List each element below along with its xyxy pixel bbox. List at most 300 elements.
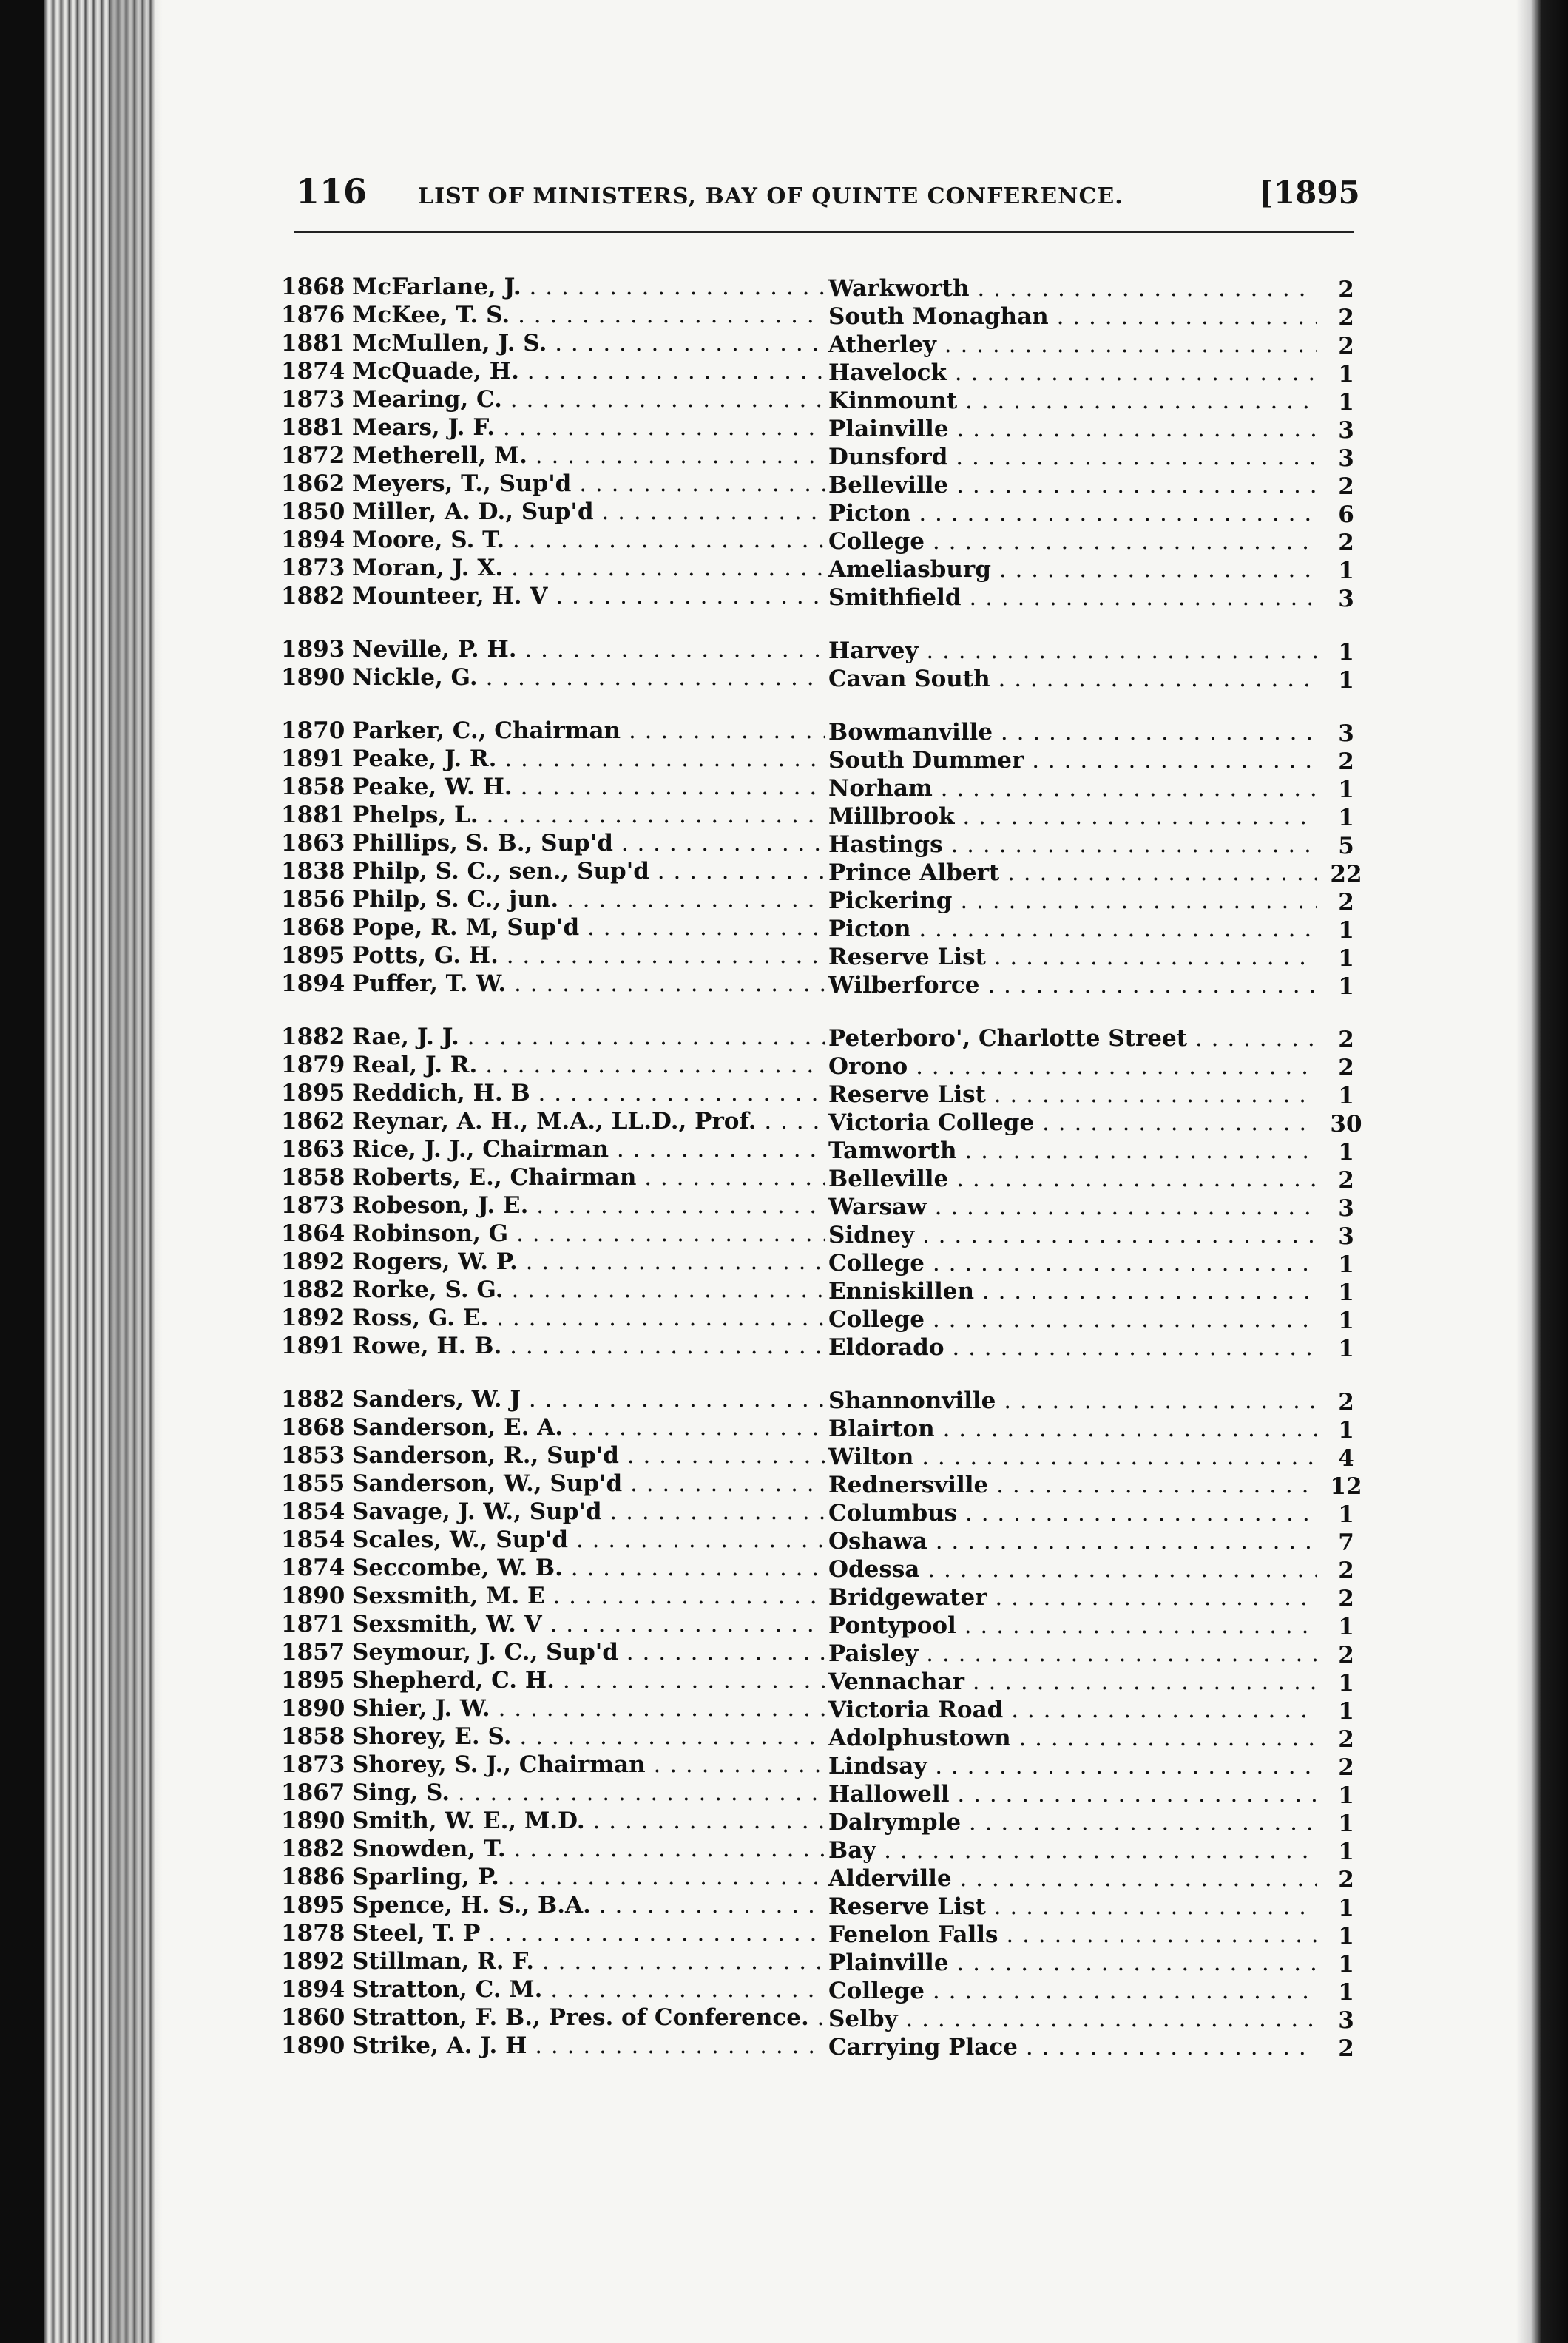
entry-name: Rorke, S. G. . . . [352,1277,825,1303]
entry-station: Warkworth . . . [828,275,1317,302]
entry-station: Shannonville . . . [828,1387,1317,1414]
entry-station-cell [828,638,1317,664]
entry-name-cell [352,442,825,469]
entry-station: College . . . [828,1978,1317,2004]
entry-name-cell [352,330,825,356]
entry-year: 1862 [281,1108,345,1135]
entry-name: Shorey, E. S. . . . [352,1723,825,1750]
entry-station: Bridgewater . . . [828,1584,1317,1611]
entry-name: Stratton, C. M. . . . [352,1976,825,2003]
entry-station-cell [828,1109,1317,1136]
entry-year: 1874 [281,358,345,385]
entry-station: Smithfield . . . [828,584,1317,611]
minister-entry [281,330,1361,358]
entry-year: 1872 [281,442,345,469]
minister-entry [281,1024,1361,1052]
entry-year: 1890 [281,2032,345,2059]
minister-entry [281,1695,1361,1723]
entry-station: Tamworth . . . [828,1137,1317,1164]
entry-year: 1855 [281,1470,345,1497]
entry-name-cell [352,774,825,800]
entry-year: 1874 [281,1555,345,1581]
entry-station-cell [828,1025,1317,1052]
entry-station: Carrying Place . . . [828,2034,1317,2060]
entry-name: Puffer, T. W. . . . [352,970,825,997]
page-header [296,172,1361,223]
entry-name: Sanderson, R., Sup'd . . . [352,1442,825,1469]
entry-station-cell [828,1921,1317,1948]
entry-station-cell [828,1893,1317,1920]
minister-entry [281,1723,1361,1751]
entry-name-cell [352,1386,825,1413]
entry-year: 1890 [281,1695,345,1722]
entry-station-cell [828,859,1317,886]
entry-name-cell [352,717,825,744]
entry-name-cell [352,358,825,385]
minister-entry [281,1305,1361,1333]
entry-years-count: 1 [1338,1501,1354,1528]
entry-station: South Dummer . . . [828,747,1317,774]
entry-year: 1890 [281,1583,345,1609]
entry-years-count: 1 [1338,639,1354,666]
entry-station: Blairton . . . [828,1416,1317,1442]
entry-station: Rednersville . . . [828,1472,1317,1498]
entry-year: 1878 [281,1920,345,1947]
entry-station-cell [828,528,1317,555]
entry-name-cell [352,1667,825,1694]
entry-year: 1882 [281,1277,345,1303]
page-number: 116 [296,172,368,212]
entry-year: 1857 [281,1639,345,1666]
entry-name-cell [352,1442,825,1469]
entry-station: Norham . . . [828,775,1317,802]
entry-station-cell [828,1166,1317,1192]
entry-year: 1890 [281,664,345,691]
entry-year: 1882 [281,1024,345,1050]
minister-entry [281,1751,1361,1779]
entry-station: Picton . . . [828,916,1317,942]
entry-name: Metherell, M. . . . [352,442,825,469]
entry-years-count: 5 [1338,833,1354,859]
entry-station-cell [828,1387,1317,1414]
entry-station-cell [828,803,1317,830]
entry-years-count: 2 [1338,889,1354,916]
minister-entry [281,442,1361,470]
entry-station: Alderville . . . [828,1865,1317,1892]
minister-entry [281,746,1361,774]
entry-name: Rice, J. J., Chairman . . . [352,1136,825,1163]
entry-name: Smith, W. E., M.D. . . . [352,1808,825,1834]
minister-entry [281,970,1361,998]
entry-year: 1894 [281,527,345,553]
entry-name: Steel, T. P . . . [352,1920,825,1947]
entry-year: 1863 [281,830,345,856]
entry-name-cell [352,802,825,828]
entry-year: 1873 [281,1751,345,1778]
entry-name-cell [352,386,825,413]
entry-years-count: 1 [1338,1923,1354,1950]
entry-year: 1858 [281,774,345,800]
entry-year: 1891 [281,746,345,772]
entry-station: Wilberforce . . . [828,972,1317,998]
entry-name: Real, J. R. . . . [352,1052,825,1078]
entry-name-cell [352,2032,825,2059]
entry-name: Spence, H. S., B.A. . . . [352,1892,825,1918]
entry-station-cell [828,1725,1317,1751]
entry-name-cell [352,1414,825,1441]
entry-station-cell [828,416,1317,442]
entry-station-cell [828,1472,1317,1498]
entry-years-count: 7 [1338,1529,1354,1556]
entry-station-cell [828,1753,1317,1779]
entry-station-cell [828,1306,1317,1333]
minister-entry [281,1192,1361,1220]
entry-station-cell [828,1556,1317,1583]
entry-years-count: 2 [1338,1167,1354,1194]
entry-station-cell [828,1950,1317,1976]
entry-name: Reynar, A. H., M.A., LL.D., Prof. . . . [352,1108,825,1135]
minister-entry [281,414,1361,442]
entry-name-cell [352,1611,825,1637]
entry-station-cell [828,1250,1317,1277]
entry-years-count: 1 [1338,1698,1354,1725]
entry-name: Philp, S. C., jun. . . . [352,886,825,913]
entry-name: McFarlane, J. . . . [352,274,825,300]
entry-name: Potts, G. H. . . . [352,942,825,969]
minister-entry [281,1526,1361,1555]
entry-station-cell [828,775,1317,802]
minister-entry [281,302,1361,330]
entry-years-count: 1 [1338,1139,1354,1166]
entry-year: 1893 [281,636,345,663]
entry-name: Mounteer, H. V . . . [352,583,825,609]
minister-entry [281,717,1361,746]
minister-entry [281,1108,1361,1136]
minister-entry [281,1667,1361,1695]
entry-name-cell [352,1723,825,1750]
entry-year: 1882 [281,1386,345,1413]
entry-year: 1838 [281,858,345,885]
entry-name-cell [352,583,825,609]
entry-station: Warsaw . . . [828,1194,1317,1220]
entry-year: 1892 [281,1305,345,1331]
minister-entry [281,1808,1361,1836]
entry-name: Seymour, J. C., Sup'd . . . [352,1639,825,1666]
entry-years-count: 3 [1338,1195,1354,1222]
entry-years-count: 1 [1338,361,1354,388]
entry-name: Stratton, F. B., Pres. of Conference. . . . [352,2004,825,2031]
minister-entry [281,1136,1361,1164]
entry-station: Ameliasburg . . . [828,556,1317,583]
entry-year: 1895 [281,942,345,969]
entry-name: Meyers, T., Sup'd . . . [352,470,825,497]
minister-entry [281,942,1361,970]
entry-years-count: 1 [1338,1251,1354,1278]
entry-name-cell [352,1976,825,2003]
entry-name: Savage, J. W., Sup'd . . . [352,1498,825,1525]
entry-year: 1850 [281,498,345,525]
entry-years-count: 1 [1338,1417,1354,1444]
entry-years-count: 4 [1338,1445,1354,1472]
entry-station-cell [828,888,1317,914]
entry-name: Snowden, T. . . . [352,1836,825,1862]
ministers-list [281,274,1361,2060]
entry-year: 1870 [281,717,345,744]
entry-years-count: 2 [1338,1586,1354,1612]
entry-station-cell [828,666,1317,692]
entry-station: Plainville . . . [828,416,1317,442]
year-tag: [1895 [1259,175,1360,211]
entry-name: Ross, G. E. . . . [352,1305,825,1331]
entry-name: Sanderson, W., Sup'd . . . [352,1470,825,1497]
entry-name-cell [352,1948,825,1975]
entry-station-cell [828,500,1317,527]
entry-station-cell [828,1528,1317,1555]
entry-station-cell [828,1194,1317,1220]
entry-station: Eldorado . . . [828,1334,1317,1361]
entry-years-count: 2 [1338,1642,1354,1668]
entry-name-cell [352,858,825,885]
minister-entry [281,1080,1361,1108]
entry-station: Hallowell . . . [828,1781,1317,1808]
entry-name: Sanders, W. J . . . [352,1386,825,1413]
entry-name: Mearing, C. . . . [352,386,825,413]
entry-name: Strike, A. J. H . . . [352,2032,825,2059]
entry-year: 1860 [281,2004,345,2031]
minister-entry [281,1470,1361,1498]
entry-station: Dunsford . . . [828,444,1317,470]
entry-station-cell [828,1978,1317,2004]
entry-station: College . . . [828,528,1317,555]
entry-years-count: 1 [1338,945,1354,972]
entry-years-count: 1 [1338,1810,1354,1837]
entry-name: Mears, J. F. . . . [352,414,825,441]
minister-entry [281,1892,1361,1920]
minister-entry [281,1555,1361,1583]
entry-station: Victoria College . . . [828,1109,1317,1136]
entry-years-count: 1 [1338,1336,1354,1362]
entry-station: College . . . [828,1306,1317,1333]
entry-name-cell [352,1864,825,1890]
minister-entry [281,386,1361,414]
entry-station: Adolphustown . . . [828,1725,1317,1751]
entry-station-cell [828,1781,1317,1808]
entry-name-cell [352,1024,825,1050]
entry-year: 1858 [281,1164,345,1191]
entry-station-cell [828,359,1317,386]
entry-station: Bowmanville . . . [828,719,1317,746]
entry-station-cell [828,1053,1317,1080]
entry-year: 1892 [281,1948,345,1975]
entry-station: Reserve List . . . [828,944,1317,970]
entry-station-cell [828,1081,1317,1108]
entry-year: 1873 [281,386,345,413]
entry-name-cell [352,1920,825,1947]
entry-years-count: 1 [1338,1670,1354,1697]
entry-years-count: 30 [1330,1111,1362,1137]
entry-year: 1871 [281,1611,345,1637]
entry-name: Peake, W. H. . . . [352,774,825,800]
minister-entry [281,1442,1361,1470]
entry-name-cell [352,1892,825,1918]
entry-years-count: 2 [1338,1726,1354,1753]
entry-years-count: 1 [1338,1308,1354,1334]
entry-years-count: 2 [1338,530,1354,556]
entry-station: South Monaghan . . . [828,303,1317,330]
entry-year: 1854 [281,1526,345,1553]
entry-year: 1886 [281,1864,345,1890]
minister-entry [281,1220,1361,1248]
minister-entry [281,1836,1361,1864]
entry-station: Pontypool . . . [828,1612,1317,1639]
entry-name-cell [352,886,825,913]
entry-year: 1873 [281,1192,345,1219]
entry-years-count: 1 [1338,1895,1354,1921]
entry-station: Millbrook . . . [828,803,1317,830]
entry-name-cell [352,636,825,663]
entry-station: Peterboro', Charlotte Street . . . [828,1025,1317,1052]
entry-name-cell [352,1192,825,1219]
entry-years-count: 3 [1338,445,1354,472]
entry-name: Shepherd, C. H. . . . [352,1667,825,1694]
entry-name: Stillman, R. F. . . . [352,1948,825,1975]
entry-station-cell [828,584,1317,611]
minister-entry [281,358,1361,386]
entry-station-cell [828,747,1317,774]
entry-station: Prince Albert . . . [828,859,1317,886]
minister-entry [281,636,1361,664]
entry-years-count: 2 [1338,2035,1354,2062]
entry-name: Moore, S. T. . . . [352,527,825,553]
entry-name-cell [352,1108,825,1135]
minister-entry [281,1248,1361,1277]
entry-name-cell [352,2004,825,2031]
entry-year: 1882 [281,583,345,609]
entry-name-cell [352,1779,825,1806]
entry-station: Belleville . . . [828,472,1317,498]
entry-name-cell [352,302,825,328]
entry-station: Hastings . . . [828,831,1317,858]
entry-years-count: 1 [1338,805,1354,831]
entry-years-count: 3 [1338,2007,1354,2034]
entry-station-cell [828,1697,1317,1723]
entry-station: Reserve List . . . [828,1081,1317,1108]
minister-entry [281,1948,1361,1976]
minister-entry [281,1052,1361,1080]
entry-name: Parker, C., Chairman . . . [352,717,825,744]
entry-year: 1892 [281,1248,345,1275]
entry-station: Columbus . . . [828,1500,1317,1526]
entry-years-count: 1 [1338,1614,1354,1640]
entry-year: 1858 [281,1723,345,1750]
entry-station-cell [828,2034,1317,2060]
entry-station-cell [828,1837,1317,1864]
minister-entry [281,2032,1361,2060]
entry-name-cell [352,1498,825,1525]
entry-station-cell [828,1222,1317,1248]
entry-year: 1868 [281,914,345,941]
entry-years-count: 12 [1330,1473,1362,1500]
entry-name: Reddich, H. B . . . [352,1080,825,1106]
entry-station: Wilton . . . [828,1444,1317,1470]
entry-station: Enniskillen . . . [828,1278,1317,1305]
entry-years-count: 3 [1338,1223,1354,1250]
entry-name-cell [352,1136,825,1163]
entry-station-cell [828,972,1317,998]
minister-entry [281,858,1361,886]
entry-year: 1879 [281,1052,345,1078]
entry-station-cell [828,1612,1317,1639]
entry-years-count: 1 [1338,1083,1354,1109]
page-edge-shadow [111,0,163,2343]
entry-name: Neville, P. H. . . . [352,636,825,663]
entry-years-count: 1 [1338,389,1354,416]
entry-station-cell [828,1137,1317,1164]
entry-name-cell [352,527,825,553]
entry-years-count: 1 [1338,1782,1354,1809]
entry-station: Lindsay . . . [828,1753,1317,1779]
entry-years-count: 1 [1338,1839,1354,1865]
entry-year: 1856 [281,886,345,913]
entry-years-count: 2 [1338,473,1354,500]
entry-name-cell [352,1695,825,1722]
minister-entry [281,802,1361,830]
minister-entry [281,1277,1361,1305]
entry-name-cell [352,414,825,441]
entry-station-cell [828,331,1317,358]
entry-name: Philp, S. C., sen., Sup'd . . . [352,858,825,885]
entry-year: 1881 [281,414,345,441]
entry-station-cell [828,1668,1317,1695]
entry-years-count: 2 [1338,1754,1354,1781]
entry-name-cell [352,1751,825,1778]
entry-name-cell [352,1808,825,1834]
minister-entry [281,1611,1361,1639]
entry-name: Phelps, L. . . . [352,802,825,828]
entry-station: Oshawa . . . [828,1528,1317,1555]
entry-name-cell [352,942,825,969]
entry-name-cell [352,1333,825,1359]
entry-year: 1854 [281,1498,345,1525]
entry-station: Selby . . . [828,2006,1317,2032]
entry-station: Reserve List . . . [828,1893,1317,1920]
entry-station: Harvey . . . [828,638,1317,664]
entry-years-count: 22 [1330,861,1362,888]
entry-name-cell [352,1470,825,1497]
entry-year: 1881 [281,330,345,356]
entry-station-cell [828,2006,1317,2032]
entry-name: Sing, S. . . . [352,1779,825,1806]
entry-year: 1868 [281,274,345,300]
entry-name: Rogers, W. P. . . . [352,1248,825,1275]
entry-station: Belleville . . . [828,1166,1317,1192]
entry-year: 1864 [281,1220,345,1247]
entry-years-count: 3 [1338,417,1354,444]
entry-station: Paisley . . . [828,1640,1317,1667]
entry-station: Dalrymple . . . [828,1809,1317,1836]
entry-name: Rae, J. J. . . . [352,1024,825,1050]
minister-entry [281,527,1361,555]
minister-entry [281,774,1361,802]
entry-name-cell [352,830,825,856]
entry-station: Victoria Road . . . [828,1697,1317,1723]
binding-shadow [1516,0,1568,2343]
minister-entry [281,1498,1361,1526]
entry-station-cell [828,1278,1317,1305]
minister-entry [281,1386,1361,1414]
entry-years-count: 1 [1338,777,1354,803]
entry-year: 1895 [281,1667,345,1694]
